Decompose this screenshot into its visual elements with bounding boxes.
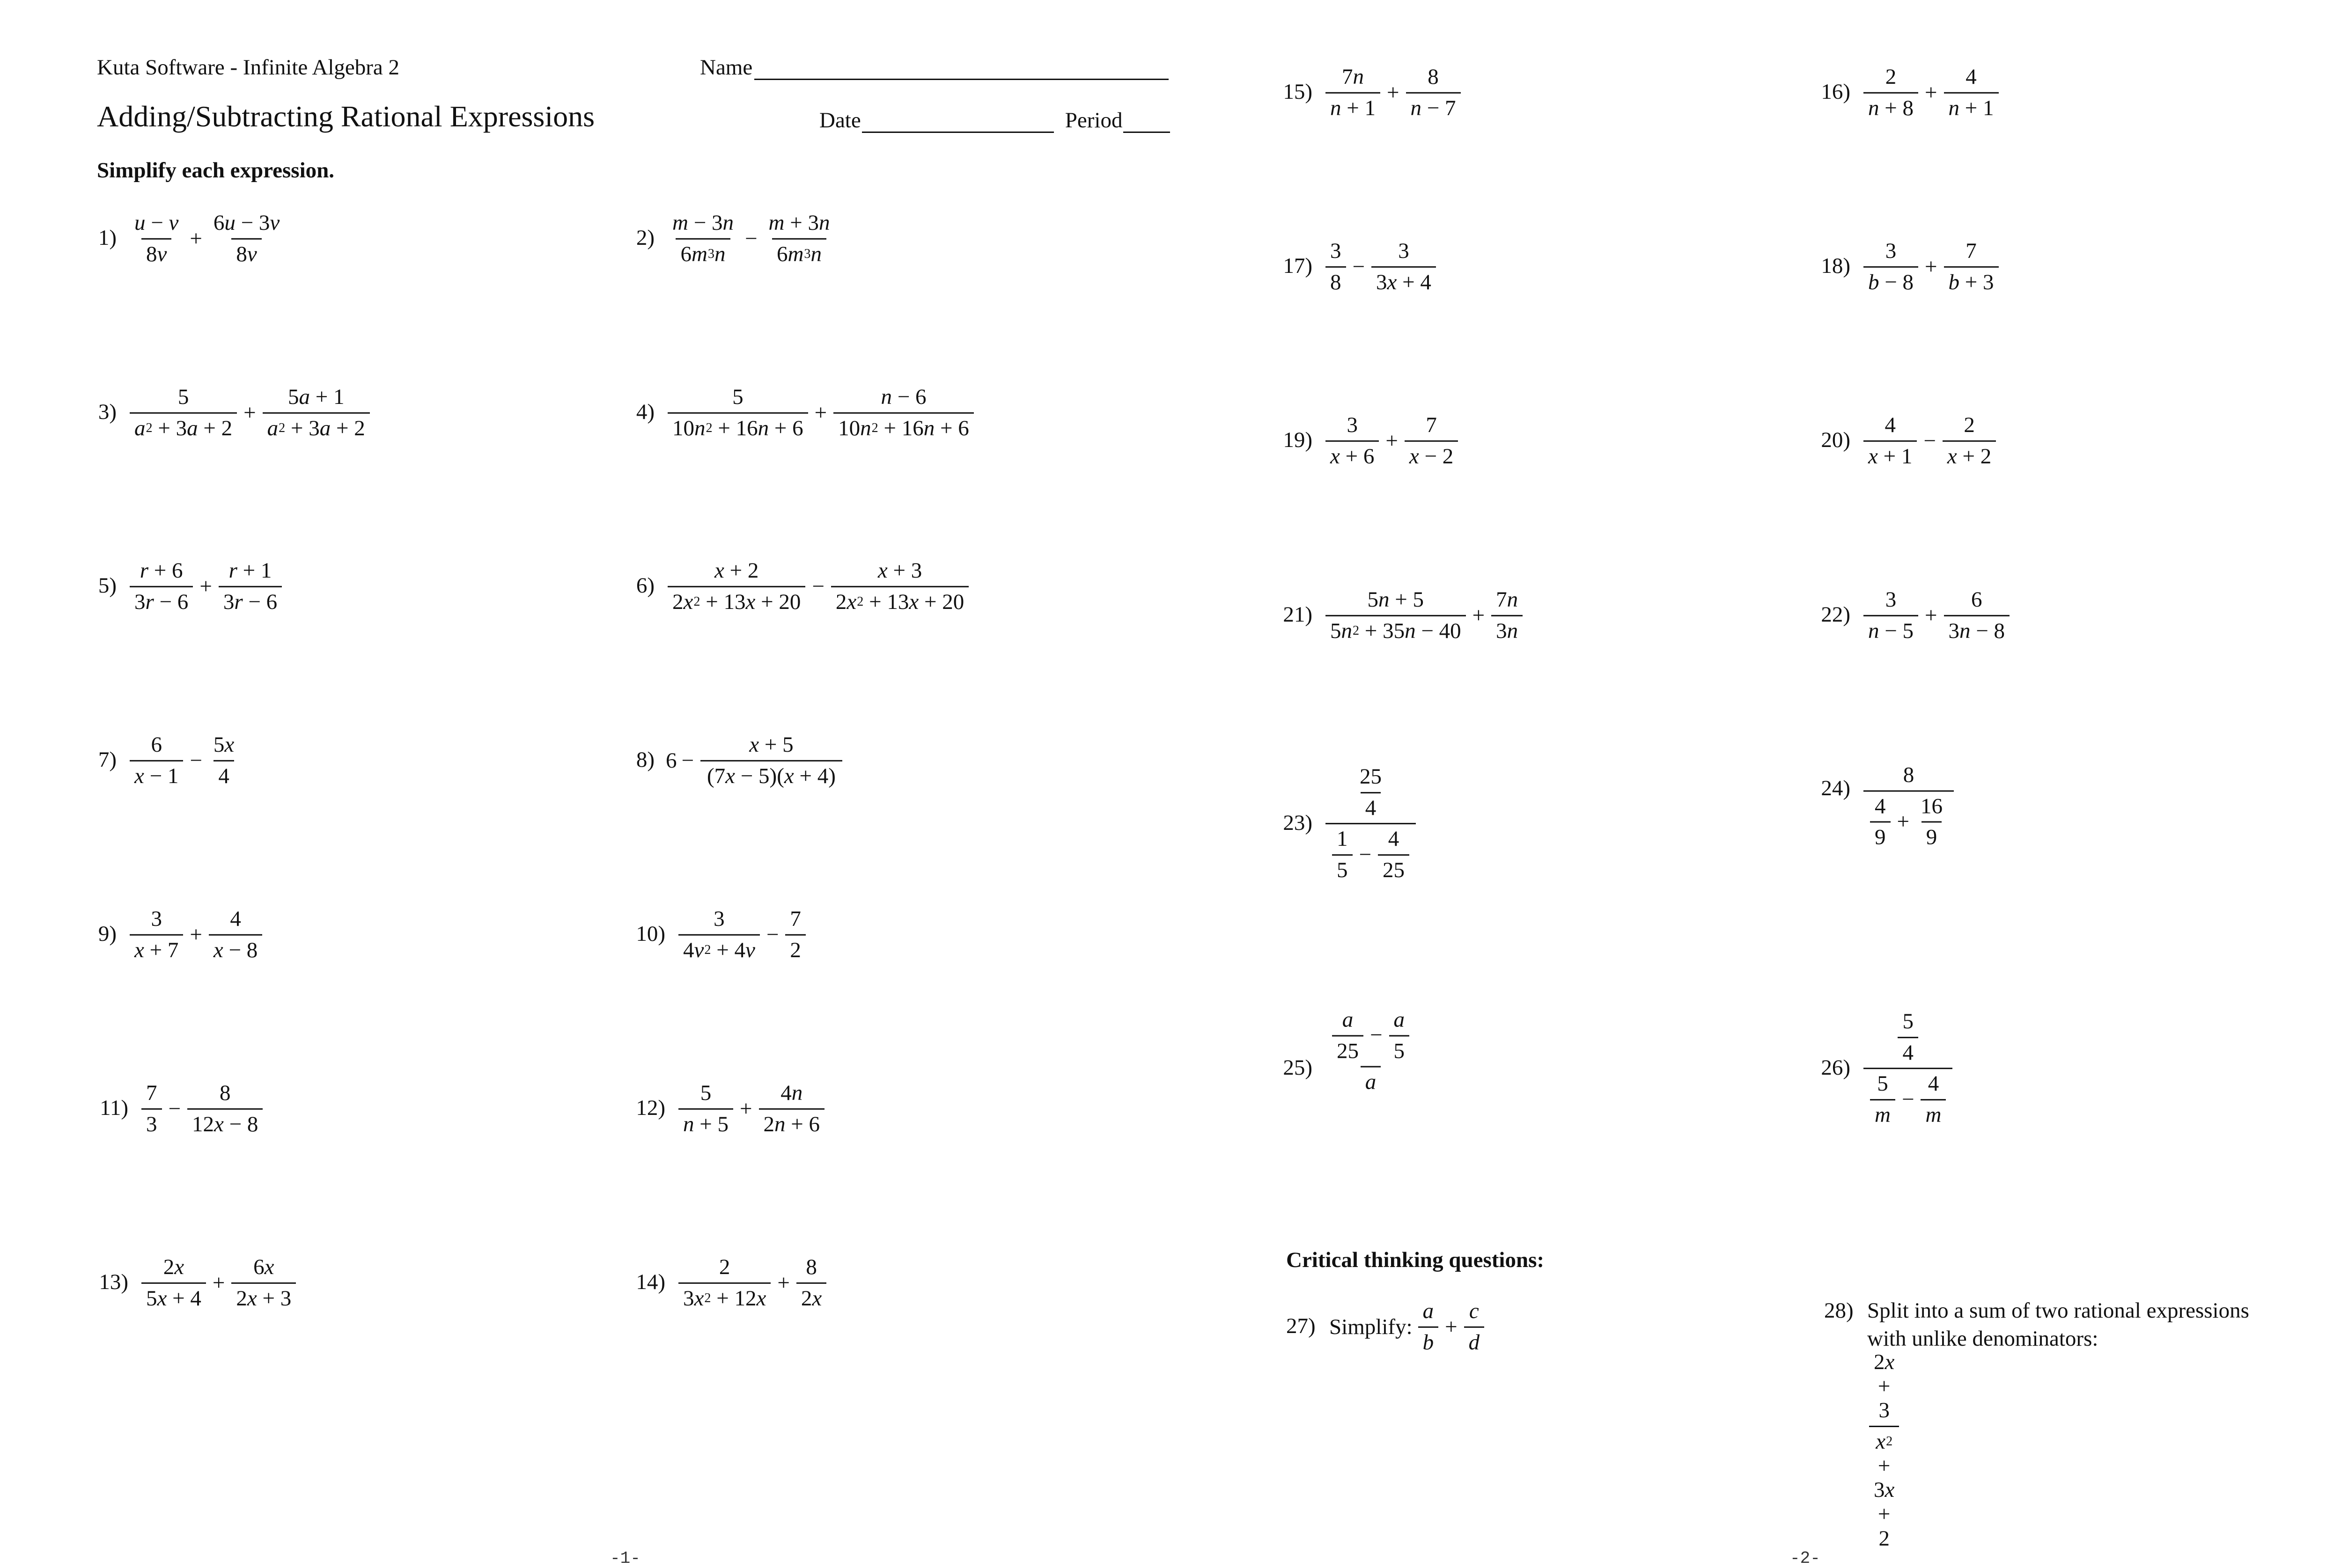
date-period-field	[819, 108, 1170, 133]
problem-number: 28)	[1824, 1298, 1854, 1323]
instructions: Simplify each expression.	[97, 158, 335, 183]
problem-number: 11)	[100, 1096, 128, 1120]
q27-text: Simplify:	[1329, 1315, 1413, 1339]
date-label: Date	[819, 108, 861, 132]
problem-number: 18)	[1821, 254, 1850, 278]
critical-thinking-heading: Critical thinking questions:	[1286, 1248, 1545, 1272]
problem-number: 12)	[636, 1096, 665, 1120]
q28-text: Split into a sum of two rational expressions with unlike denominators:	[1867, 1298, 2249, 1351]
page-number-2: -2-	[1790, 1549, 1820, 1568]
name-blank	[754, 58, 1169, 80]
problem-number: 16)	[1821, 80, 1850, 104]
worksheet-title: Adding/Subtracting Rational Expressions	[97, 100, 595, 133]
date-blank	[862, 111, 1054, 133]
period-blank	[1123, 111, 1170, 133]
period-label: Period	[1065, 108, 1123, 132]
problem-number: 26)	[1821, 1055, 1850, 1080]
problem-number: 6)	[636, 573, 655, 598]
software-label: Kuta Software - Infinite Algebra 2	[97, 55, 400, 80]
problem-number: 7)	[98, 747, 117, 772]
problem-number: 27)	[1286, 1314, 1316, 1338]
problem-number: 22)	[1821, 602, 1850, 627]
page-number-1: -1-	[610, 1549, 640, 1568]
problem-number: 3)	[98, 400, 117, 424]
problem-number: 13)	[99, 1270, 128, 1294]
problem-number: 19)	[1283, 428, 1312, 452]
problem-number: 25)	[1283, 1055, 1312, 1080]
name-label: Name	[700, 55, 753, 80]
problem-number: 17)	[1283, 254, 1312, 278]
name-field	[700, 55, 1169, 80]
problem-number: 8)	[636, 747, 655, 772]
problem-number: 1)	[98, 226, 117, 250]
problem-number: 15)	[1283, 80, 1312, 104]
problem-number: 14)	[636, 1270, 665, 1294]
problem-number: 4)	[636, 400, 655, 424]
worksheet-page-2: 15) $\frac{7n}{n + 1}$ + $\frac{8}{n - 7}$ 16) $\frac{2}{n + 8}$ + $\frac{4}{n + 1}$ 17) $\frac{3}{8}$ − $\frac{3}{3x + 4}$ 18) $\frac{3}{b - 8}$ + $\frac{7}{b + 3}$ 19) $\frac{3}{x + 6}$ + $\frac{7}{x - 2}$ 20) $\frac{4}{x + 1}$ − $\frac{2}{x + 2}$ 21) $\frac{5n + 5}{5n^2 + 35n - 40}$ + $\frac{7n}{3n}$ 22) $\frac{3}{n - 5}$ + $\frac{6}{3n - 8}$ 23) $\frac{25}{4}$ $\frac{1}{5}$ − $\frac{4}{25}$ 24) 8 $\frac{4}{9}$ + $\frac{16}{9}$ 25) $\frac{a}{25}$ − $\frac{a}{5}$ a 26) $\frac{5}{4}$ $\frac{5}{m}$ − $\frac{4}{m}$ Critical thinking questions: 27) Simplify: $\frac{a}{b}$ + $\frac{c}{d}$ 28) Split into a sum of two rational expressions with unlike denominators: $\frac{2x + 3}{x^2 + 3x + 2}$ -2-	[1194, 0, 2341, 1545]
problem-number: 20)	[1821, 428, 1850, 452]
worksheet-page-1: Kuta Software - Infinite Algebra 2 Name Adding/Subtracting Rational Expressions Date Period Simplify each expression. 1) $\frac{u - v}{8v}$ + $\frac{6u - 3v}{8v}$ 2) $\frac{m - 3n}{6m^3n}$ − $\frac{m + 3n}{6m^3n}$ 3) $\frac{5}{a^2 + 3a + 2}$ + $\frac{5a + 1}{a^2 + 3a + 2}$ 4) $\frac{5}{10n^2 + 16n + 6}$ + $\frac{n - 6}{10n^2 + 16n + 6}$ 5) $\frac{r + 6}{3r - 6}$ + $\frac{r + 1}{3r - 6}$ 6) $\frac{x + 2}{2x^2 + 13x + 20}$ − $\frac{x + 3}{2x^2 + 13x + 20}$ 7) $\frac{6}{x - 1}$ − $\frac{5x}{4}$ 8) 6 − $\frac{x + 5}{(7x - 5)(x + 4)}$ 9) $\frac{3}{x + 7}$ + $\frac{4}{x - 8}$ 10) $\frac{3}{4v^2 + 4v}$ − $\frac{7}{2}$ 11) $\frac{7}{3}$ − $\frac{8}{12x - 8}$ 12) $\frac{5}{n + 5}$ + $\frac{4n}{2n + 6}$ 13) $\frac{2x}{5x + 4}$ + $\frac{6x}{2x + 3}$ 14) $\frac{2}{3x^2 + 12x}$ + $\frac{8}{2x}$ -1-	[0, 0, 1194, 1545]
problem-number: 24)	[1821, 776, 1850, 800]
problem-number: 21)	[1283, 602, 1312, 627]
problem-number: 5)	[98, 573, 117, 598]
problem-number: 2)	[636, 226, 655, 250]
problem-number: 9)	[98, 922, 117, 946]
problem-number: 10)	[636, 922, 665, 946]
problem-number: 23)	[1283, 811, 1312, 835]
